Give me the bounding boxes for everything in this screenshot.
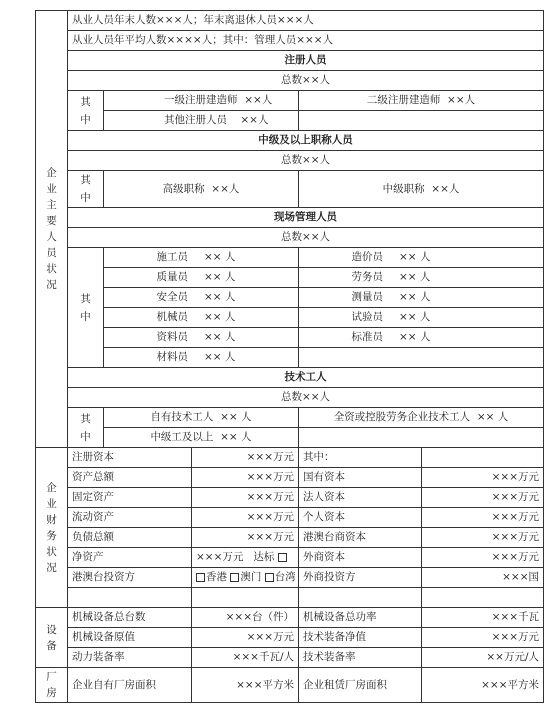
- tech-total: 总数××人: [68, 388, 544, 408]
- tech-item-3: 中级工及以上 ×× 人: [104, 428, 299, 448]
- registered-empty: [299, 111, 544, 131]
- enterprise-info-table: [35, 10, 544, 703]
- registered-item-1: 一级注册建造师 ××人: [104, 91, 299, 111]
- finance-label: 其中：: [299, 448, 422, 468]
- site-item-left: 材料员 ×× 人: [104, 348, 299, 368]
- finance-label: 法人资本: [299, 488, 422, 508]
- site-title: 现场管理人员: [68, 208, 544, 228]
- hk-investor-options: 香港 澳门 台湾: [192, 568, 299, 588]
- equipment-value: ×××千瓦/人: [192, 648, 299, 668]
- finance-label: 国有资本: [299, 468, 422, 488]
- finance-value: [422, 448, 544, 468]
- macau-checkbox[interactable]: [230, 573, 239, 582]
- finance-label: [68, 588, 192, 608]
- finance-value: ×××国: [422, 568, 544, 588]
- titled-title: 中级及以上职称人员: [68, 131, 544, 151]
- finance-label: 港澳台商资本: [299, 528, 422, 548]
- plant-section-label: 厂房: [36, 668, 68, 703]
- finance-value: ×××万元: [192, 528, 299, 548]
- net-assets-value: ×××万元 达标: [192, 548, 299, 568]
- finance-value: ×××万元: [422, 508, 544, 528]
- finance-label: 外商投资方: [299, 568, 422, 588]
- qizhong-label: 其中: [68, 91, 104, 131]
- standard-checkbox[interactable]: [278, 553, 287, 562]
- taiwan-checkbox[interactable]: [265, 573, 274, 582]
- finance-value: ×××万元: [422, 488, 544, 508]
- site-item-empty: [299, 348, 544, 368]
- personnel-row-2: 从业人员年平均人数××××人；其中：管理人员×××人: [68, 31, 544, 51]
- equipment-section-label: 设备: [36, 608, 68, 668]
- qizhong-label: 其中: [68, 248, 104, 368]
- site-item-left: 安全员 ×× 人: [104, 288, 299, 308]
- tech-item-2: 全资或控股劳务企业技术工人 ×× 人: [299, 408, 544, 428]
- finance-value: ×××万元: [192, 468, 299, 488]
- qizhong-label: 其中: [68, 408, 104, 448]
- equipment-label: 机械设备总台数: [68, 608, 192, 628]
- registered-total: 总数××人: [68, 71, 544, 91]
- equipment-value: ××万元/人: [422, 648, 544, 668]
- site-item-right: 造价员 ×× 人: [299, 248, 544, 268]
- qizhong-label: 其中: [68, 171, 104, 208]
- equipment-label: 技术装备净值: [299, 628, 422, 648]
- site-total: 总数××人: [68, 228, 544, 248]
- site-item-left: 资料员 ×× 人: [104, 328, 299, 348]
- site-item-right: 标准员 ×× 人: [299, 328, 544, 348]
- equipment-value: ×××千瓦: [422, 608, 544, 628]
- titled-total: 总数××人: [68, 151, 544, 171]
- finance-value: ×××万元: [422, 528, 544, 548]
- net-assets-label: 净资产: [68, 548, 192, 568]
- site-item-right: 劳务员 ×× 人: [299, 268, 544, 288]
- finance-label: 负债总额: [68, 528, 192, 548]
- finance-label: 流动资产: [68, 508, 192, 528]
- site-item-left: 机械员 ×× 人: [104, 308, 299, 328]
- finance-value: ×××万元: [192, 508, 299, 528]
- equipment-label: 动力装备率: [68, 648, 192, 668]
- site-item-left: 质量员 ×× 人: [104, 268, 299, 288]
- finance-label: 固定资产: [68, 488, 192, 508]
- finance-value: ×××万元: [422, 468, 544, 488]
- equipment-value: ×××万元: [422, 628, 544, 648]
- plant-label: 企业租赁厂房面积: [299, 668, 422, 703]
- equipment-label: 技术装备率: [299, 648, 422, 668]
- plant-value: ×××平方米: [422, 668, 544, 703]
- site-item-right: 测量员 ×× 人: [299, 288, 544, 308]
- finance-value: ×××万元: [192, 488, 299, 508]
- hk-checkbox[interactable]: [196, 573, 205, 582]
- titled-item-1: 高级职称 ××人: [104, 171, 299, 208]
- finance-value: ×××万元: [192, 448, 299, 468]
- equipment-label: 机械设备总功率: [299, 608, 422, 628]
- tech-empty: [299, 428, 544, 448]
- titled-item-2: 中级职称 ××人: [299, 171, 544, 208]
- finance-label: 资产总额: [68, 468, 192, 488]
- site-item-left: 施工员 ×× 人: [104, 248, 299, 268]
- finance-value: [192, 588, 299, 608]
- finance-label: 外商资本: [299, 548, 422, 568]
- hk-investor-label: 港澳台投资方: [68, 568, 192, 588]
- personnel-section-label: 企业主要人员状况: [36, 11, 68, 448]
- finance-value: ×××万元: [422, 548, 544, 568]
- finance-label: 个人资本: [299, 508, 422, 528]
- equipment-label: 机械设备原值: [68, 628, 192, 648]
- registered-item-3: 其他注册人员 ××人: [104, 111, 299, 131]
- personnel-row-1: 从业人员年末人数×××人；年末离退休人员×××人: [68, 11, 544, 31]
- finance-label: [299, 588, 422, 608]
- registered-item-2: 二级注册建造师 ××人: [299, 91, 544, 111]
- finance-value: [422, 588, 544, 608]
- site-item-right: 试验员 ×× 人: [299, 308, 544, 328]
- plant-label: 企业自有厂房面积: [68, 668, 192, 703]
- finance-section-label: 企业财务状况: [36, 448, 68, 608]
- tech-item-1: 自有技术工人 ×× 人: [104, 408, 299, 428]
- tech-title: 技术工人: [68, 368, 544, 388]
- finance-label: 注册资本: [68, 448, 192, 468]
- equipment-value: ×××万元: [192, 628, 299, 648]
- plant-value: ×××平方米: [192, 668, 299, 703]
- registered-title: 注册人员: [68, 51, 544, 71]
- equipment-value: ×××台（件）: [192, 608, 299, 628]
